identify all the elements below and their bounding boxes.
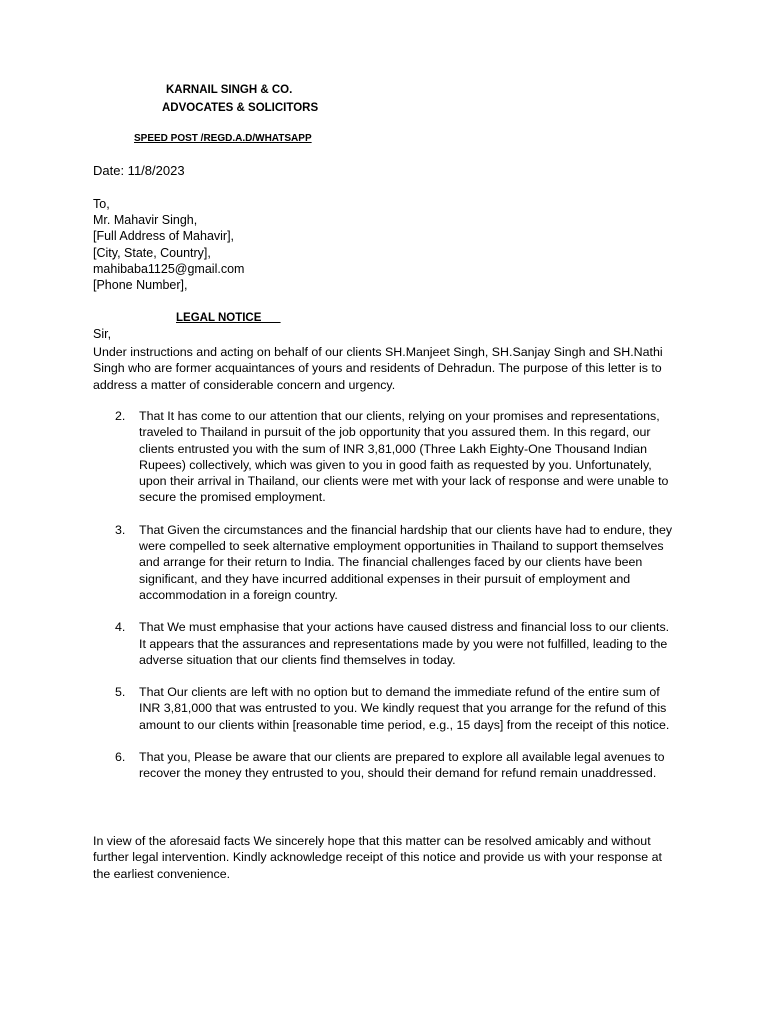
clause-text: That Given the circumstances and the financial hardship that our clients have had to endure, they were compelled to seek alternative employment opportunities in Thailand to support themselves and arrange for their return to India. The financial challenges faced by our clients have been significant, and they have incurred additional expenses in their pursuit of employment and accommodation in a foreign country.: [139, 522, 673, 602]
clause-number: 6.: [115, 750, 126, 765]
recipient-address: [Full Address of Mahavir],: [93, 229, 235, 244]
notice-title: LEGAL NOTICE: [176, 312, 281, 324]
recipient-address-block: [93, 196, 244, 293]
recipient-email: mahibaba1125@gmail.com: [93, 261, 245, 276]
closing-paragraph: In view of the aforesaid facts We sincerely hope that this matter can be resolved amicably and without further legal intervention. Kindly acknowledge receipt of this notice and provide us with your response at the earliest convenience.: [93, 834, 662, 881]
intro-paragraph: Under instructions and acting on behalf of our clients SH.Manjeet Singh, SH.Sanjay Singh and SH.Nathi Singh who are former acquaintances of yours and residents of Dehradun. The purpose of this letter is to address a matter of considerable concern and urgency.: [93, 345, 663, 392]
letter-date: Date: 11/8/2023: [93, 163, 185, 178]
clause-number: 2.: [115, 409, 126, 423]
clause-text: That Our clients are left with no option but to demand the immediate refund of the entire sum of INR 3,81,000 that was entrusted to you. We kindly request that you arrange for the refund of this amount to our clients within [reasonable time period, e.g., 15 days] from the receipt of this notice.: [139, 685, 670, 732]
clause-text: That We must emphasise that your actions have caused distress and financial loss to our clients. It appears that the assurances and representations made by you were not fulfilled, leading to the adverse situation that our clients find themselves in today.: [139, 620, 670, 667]
recipient-phone: [Phone Number],: [93, 278, 188, 293]
recipient-name: Mr. Mahavir Singh,: [93, 213, 198, 228]
clause-text: That It has come to our attention that our clients, relying on your promises and representations, traveled to Thailand in pursuit of the job opportunity that you assured them. In this regard, our clients entrusted you with the sum of INR 3,81,000 (Three Lakh Eighty-One Thousand Indian Rupees) collectively, which was given to you in good faith as requested by you. Unfortunately, upon their arrival in Thailand, our clients were met with your lack of response and were unable to secure the promised employment.: [139, 409, 669, 505]
recipient-city-state-country: [City, State, Country],: [93, 245, 211, 260]
firm-name: KARNAIL SINGH & CO.: [166, 84, 293, 96]
firm-title: ADVOCATES & SOLICITORS: [162, 102, 319, 114]
dispatch-mode: SPEED POST /REGD.A.D/WHATSAPP: [134, 133, 312, 144]
salutation: Sir,: [93, 327, 112, 341]
clause-item: [93, 619, 673, 668]
clause-item: [93, 749, 673, 782]
clause-item: [93, 408, 673, 506]
clause-list: [93, 408, 673, 798]
clause-item: [93, 522, 673, 603]
clause-item: [93, 684, 673, 733]
clause-number: 3.: [115, 522, 126, 537]
clause-number: 5.: [115, 685, 126, 700]
to-label: To,: [93, 197, 110, 211]
clause-text: That you, Please be aware that our clients are prepared to explore all available legal avenues to recover the money they entrusted to you, should their demand for refund remain unaddressed.: [139, 750, 665, 781]
clause-number: 4.: [115, 620, 126, 635]
